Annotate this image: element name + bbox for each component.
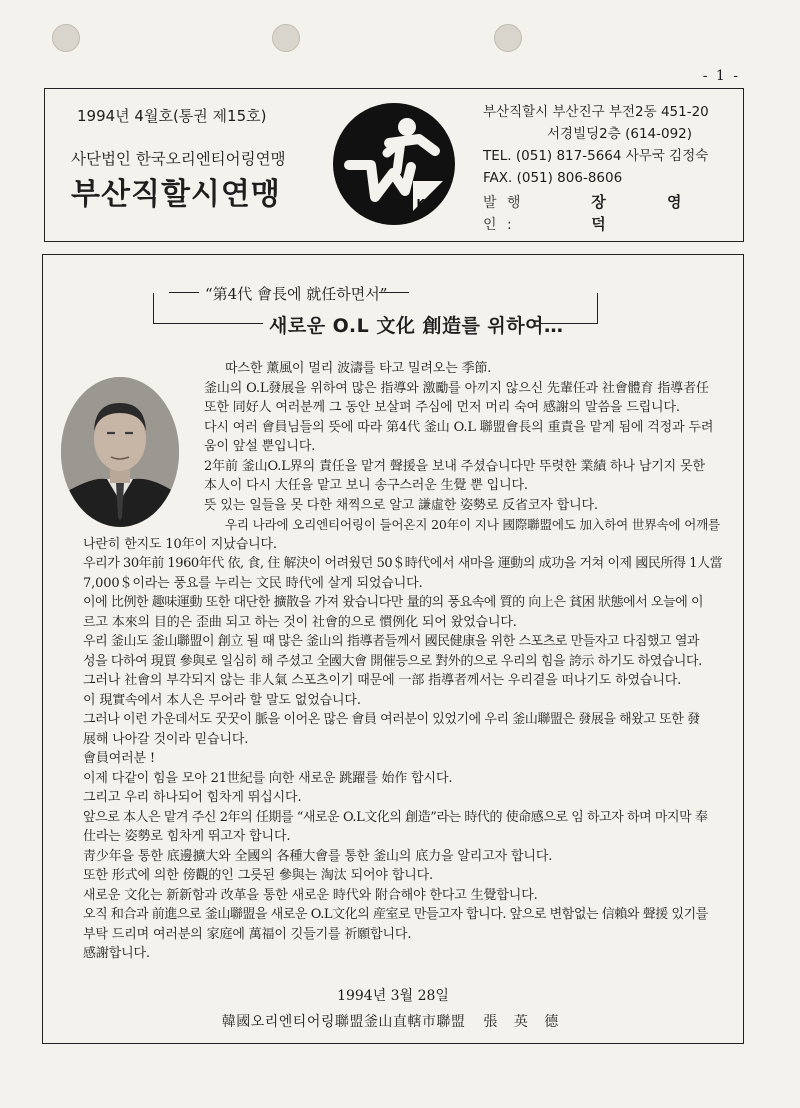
punch-hole [272,24,300,52]
signature-name: 張 英 德 [483,1014,565,1030]
article-line: 움이 앞설 뿐입니다. [204,439,316,454]
page-number: - 1 - [702,68,740,84]
issue-label: 1994년 4월호(통권 제15호) [77,107,267,125]
bracket-left [153,293,162,324]
article-line: 다시 여러 會員님들의 뜻에 따라 第4代 釜山 O.L 聯盟會長의 重責을 맡게 됨에 걱정과 두려 [204,419,714,435]
article-line: 오직 和合과 前進으로 釜山聯盟을 새로운 O.L文化의 産室로 만들고자 합니다. 앞으로 변함없는 信賴와 聲援 있기를 [83,907,708,922]
signature-org-name: 韓國오리엔티어링聯盟釜山直轄市聯盟 [221,1014,466,1030]
logo-text: KOF [416,197,442,210]
article-line: 뜻 있는 일들을 못 다한 채찍으로 알고 謙虛한 姿勢로 反省코자 합니다. [204,497,598,513]
article-body [61,359,729,964]
phone-line: TEL. (051) 817-5664 사무국 김정숙 [483,148,709,164]
bracket-right [589,293,598,324]
subheading-text: “第4代 會長에 就任하면서” [205,285,388,303]
punch-hole [494,24,522,52]
org-subtitle: 사단법인 한국오리엔티어링연맹 [71,150,286,168]
article-line: 우리 나라에 오리엔티어링이 들어온지 20年이 지나 國際聯盟에도 加入하여 世界속에 어깨를 [225,517,721,532]
fax-line: FAX. (051) 806-8606 [483,170,623,186]
signature-date: 1994년 3월 28일 [337,988,449,1004]
punch-hole [52,24,80,52]
article-line: 따스한 薰風이 멀리 波濤를 타고 밀려오는 季節. [225,361,492,376]
article-line: 展해 나아갈 것이라 믿습니다. [83,731,249,747]
article-line: 그리고 우리 하나되어 힘차게 뛰십시다. [83,790,302,805]
article-line: 우리가 30年前 1960年代 依, 食, 住 解決이 어려웠던 50＄時代에서 새마을 運動의 成功을 거쳐 이제 國民所得 1人當 [83,556,723,571]
divider [169,292,199,293]
article-line: 7,000＄이라는 풍요를 누리는 文民 時代에 살게 되었습니다. [83,575,423,591]
address-line: 서경빌딩2층 (614-092) [547,126,693,142]
publisher-label: 발 행 인 : [483,195,524,233]
article-line: 부탁 드리며 여러분의 家庭에 萬福이 깃들기를 祈願합니다. [83,926,412,942]
article-line: 그러나 社會의 부각되지 않는 非人氣 스포츠이기 때문에 一部 指導者께서는 우리곁을 떠나기도 하였습니다. [83,673,682,688]
article-line: 感謝합니다. [83,946,150,961]
article-line: 우리 釜山도 釜山聯盟이 創立 될 때 많은 釜山의 指導者들께서 國民健康을 위한 스포츠로 만들자고 다짐했고 열과 [83,634,700,649]
article-line: 나란히 한지도 10年이 지났습니다. [83,536,277,552]
article-line: 이에 比例한 趣味運動 또한 대단한 擴散을 가져 왔습니다만 量的의 풍요속에 質的 向上은 貧困 狀態에서 오늘에 이 [83,595,704,610]
divider [161,323,263,324]
article-line: 靑少年을 통한 底邊擴大와 全國의 各種大會를 통한 釜山의 底力을 알리고자 합니다. [83,848,553,864]
divider [379,292,409,293]
article-line: 會員여러분 ! [83,751,155,766]
orienteering-runner-logo-icon [331,101,457,227]
signature-block [43,983,743,1035]
publisher-name: 장 영 덕 [591,193,710,233]
address-line: 부산직할시 부산진구 부전2동 451-20 [483,104,709,120]
article-line: 새로운 文化는 新新함과 改革을 통한 새로운 時代와 附合해야 한다고 生覺합니다. [83,887,538,903]
article-line: 2年前 釜山O.L界의 責任을 맡겨 聲援을 보내 주셨습니다만 뚜렷한 業績 하나 남기지 못한 [204,458,705,474]
article-box [42,254,744,1044]
article-line: 또한 同好人 여러분께 그 동안 보살펴 주심에 먼저 머리 숙여 感謝의 말씀을 드립니다. [204,400,680,415]
article-line: 이 現實속에서 本人은 무어라 할 말도 없었습니다. [83,692,361,708]
org-title: 부산직할시연맹 [71,177,281,212]
article-line: 釜山의 O.L發展을 위하여 많은 指導와 激勵를 아끼지 않으신 先輩任과 社會體育 指導者任 [204,380,709,396]
article-line: 本人이 다시 大任을 맡고 보니 송구스러운 生覺 뿐 입니다. [204,478,528,493]
signature-org [43,1009,743,1035]
article-line: 성을 다하여 現買 參與로 일심히 해 주셨고 全國大會 開催등으로 對外的으로 우리의 힘을 誇示 하기도 하였습니다. [83,653,702,669]
article-line: 르고 本來의 目的은 歪曲 되고 하는 것이 社會的으로 慣例化 되어 왔었습니다. [83,614,517,630]
article-line: 그러나 이런 가운데서도 꿋꿋이 脈을 이어온 많은 會員 여러분이 있었기에 우리 釜山聯盟은 發展을 해왔고 또한 發 [83,712,700,727]
article-line: 이제 다같이 힘을 모아 21世紀를 向한 새로운 跳躍를 始作 합시다. [83,770,453,786]
title-text: 새로운 O.L 文化 創造를 위하여… [269,315,564,337]
article-line: 앞으로 本人은 맡겨 주신 2年의 任期를 “새로운 O.L文化의 創造”라는 時代的 使命感으로 임 하고자 하며 마지막 奉 [83,809,708,825]
article-line: 仕라는 姿勢로 힘차게 뛰고자 합니다. [83,829,291,844]
publisher-row [483,191,743,236]
divider [541,323,589,324]
article-line: 또한 形式에 의한 傍觀的인 그릇된 參與는 淘汰 되어야 합니다. [83,868,434,883]
masthead [44,88,744,242]
contact-block [483,101,743,236]
